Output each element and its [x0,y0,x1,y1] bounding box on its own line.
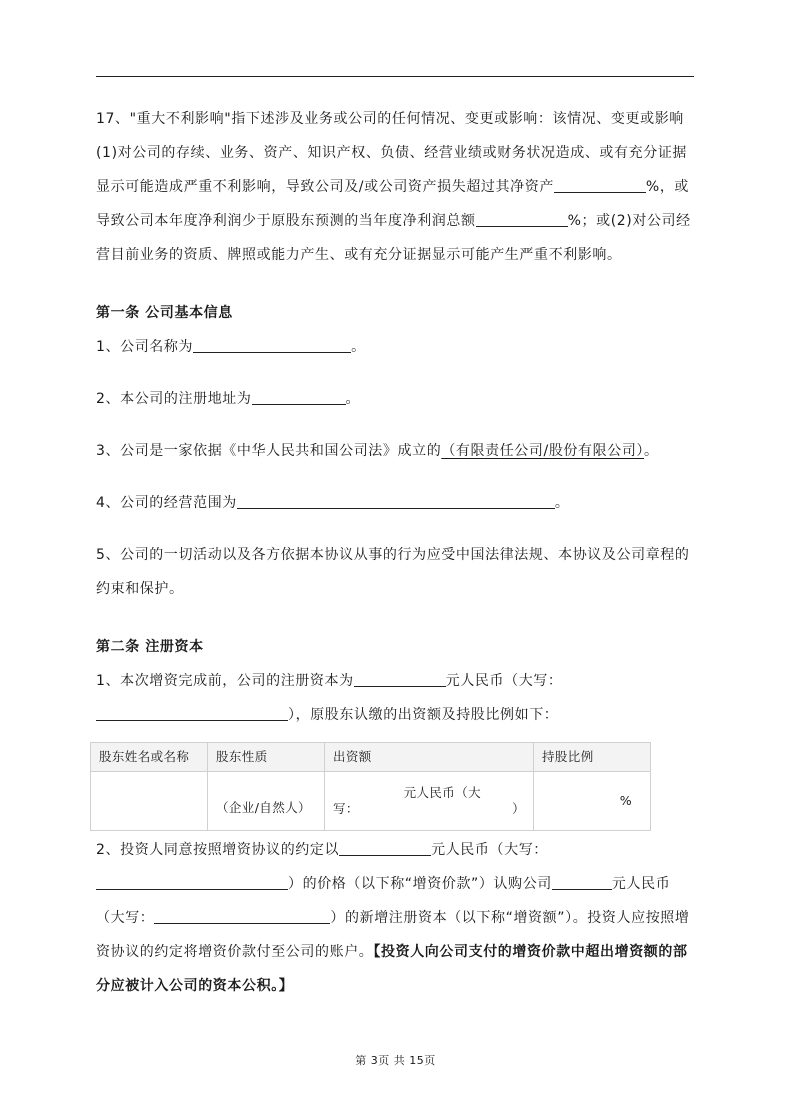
article-1-item-4: 4、公司的经营范围为 。 [96,486,696,520]
blank-new-registered-capital[interactable] [552,873,612,890]
article-1-item-5: 5、公司的一切活动以及各方依据本协议从事的行为应受中国法律法规、本协议及公司章程的约束和保护。 [96,547,690,597]
blank-subscription-price[interactable] [339,839,431,856]
page-number: 第 3页 共 15页 [355,1054,436,1067]
capital-reserve-note: 【投资人向公司支付的增资价款中超出增资额的部分应被计入公司的资本公积。】 [96,944,688,994]
col-header-nature: 股东性质 [208,743,325,772]
clause-17: 17、"重大不利影响"指下述涉及业务或公司的任何情况、变更或影响：该情况、变更或影响(1)对公司的存续、业务、资产、知识产权、负债、经营业绩或财务状况造成、或有充分证据显示可能造成严重不利影响，导致公司及/或公司资产损失超过其净资产 %，或导致公司本年度净利润少于原股东预测的当年度净利润总额 %；或(2)对公司经营目前业务的资质、牌照或能力产生、或有充分证据显示可能产生严重不利影响。 [96,111,691,263]
article-2-heading: 第二条 注册资本 [96,639,204,655]
cell-shareholder-name[interactable] [91,772,208,831]
document-body [96,102,696,1003]
blank-net-profit-percent[interactable] [476,210,568,227]
col-header-amount: 出资额 [325,743,534,772]
header-rule [96,76,694,77]
article-2-item-2: 2、投资人同意按照增资协议的约定以 元人民币（大写：）的价格（以下称“增资价款”）认购公司 元人民币（大写： ）的新增注册资本（以下称“增资额”）。投资人应按照增资协议的约定将增资价款付至公司的账户。【投资人向公司支付的增资价款中超出增资额的部分应被计入公司的资本公积。】 [96,833,696,1003]
shareholder-table [90,742,651,831]
blank-business-scope[interactable] [237,492,555,509]
blank-capital-in-words[interactable] [96,704,288,721]
table-header-row [91,743,651,772]
blank-new-capital-in-words[interactable] [154,907,330,924]
blank-net-asset-percent[interactable] [554,176,646,193]
article-1-heading: 第一条 公司基本信息 [96,305,233,321]
company-type-option: （有限责任公司/股份有限公司） [441,443,645,459]
cell-shareholder-nature[interactable]: （企业/自然人） [208,772,325,831]
article-1-item-3: 3、公司是一家依据《中华人民共和国公司法》成立的（有限责任公司/股份有限公司）。 [96,443,659,459]
table-row [91,772,651,831]
article-1-item-2: 2、本公司的注册地址为 。 [96,382,696,416]
blank-registered-capital[interactable] [354,670,446,687]
col-header-name: 股东姓名或名称 [91,743,208,772]
blank-company-name[interactable] [193,336,351,353]
cell-shareholding-ratio[interactable]: % [534,772,651,831]
blank-price-in-words[interactable] [96,873,288,890]
article-1-item-1: 1、公司名称为 。 [96,330,696,364]
blank-registered-address[interactable] [252,388,346,405]
cell-contribution-amount[interactable]: 元人民币（大 写： ） [325,772,534,831]
article-2-item-1: 1、本次增资完成前，公司的注册资本为 元人民币（大写：），原股东认缴的出资额及持股比例如下： [96,664,696,732]
col-header-ratio: 持股比例 [534,743,651,772]
